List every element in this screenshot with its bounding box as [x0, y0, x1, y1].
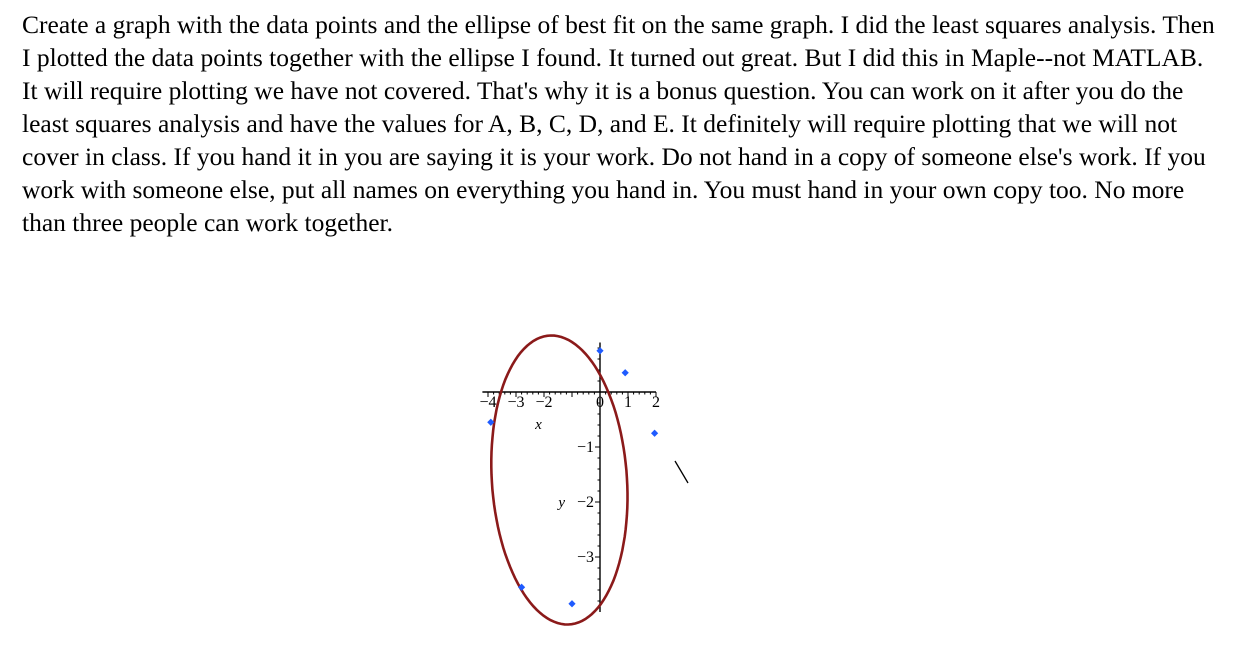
data-point: [596, 347, 603, 354]
y-tick-label: −2: [576, 494, 594, 511]
ellipse-layer: [491, 336, 627, 625]
x-tick-label: 1: [624, 394, 632, 411]
axes: [482, 343, 656, 613]
x-tick-label: 2: [652, 394, 660, 411]
best-fit-ellipse: [491, 336, 627, 625]
question-text: Create a graph with the data points and the ellipse of best fit on the same graph. I did the least squares analysis. Then I plotted the data points together with the ellipse I found. It turned out great. But I did this in Maple--not MATLAB. It will require plotting we have not covered. That's why it is a bonus question. You can work on it after you do the least squares analysis and have the values for A, B, C, D, and E. It definitely will require plotting that we will not cover in class. If you hand it in you are saying it is your work. Do not hand in a copy of someone else's work. If you work with someone else, put all names on everything you hand in. You must hand in your own copy too. No more than three people can work together.: [22, 10, 1215, 237]
data-point: [622, 369, 629, 376]
labels-layer: [479, 394, 660, 566]
y-axis-label: y: [558, 495, 565, 511]
data-point: [568, 600, 575, 607]
x-tick-label: −4: [479, 394, 497, 411]
y-tick-label: −3: [576, 549, 594, 566]
points-layer: [487, 347, 658, 607]
stray-mark: [675, 461, 688, 483]
x-axis-label: x: [535, 417, 542, 433]
data-point: [651, 430, 658, 437]
x-tick-label: 0: [596, 394, 604, 411]
x-tick-label: −2: [535, 394, 553, 411]
y-tick-label: −1: [576, 439, 594, 456]
x-tick-label: −3: [507, 394, 525, 411]
